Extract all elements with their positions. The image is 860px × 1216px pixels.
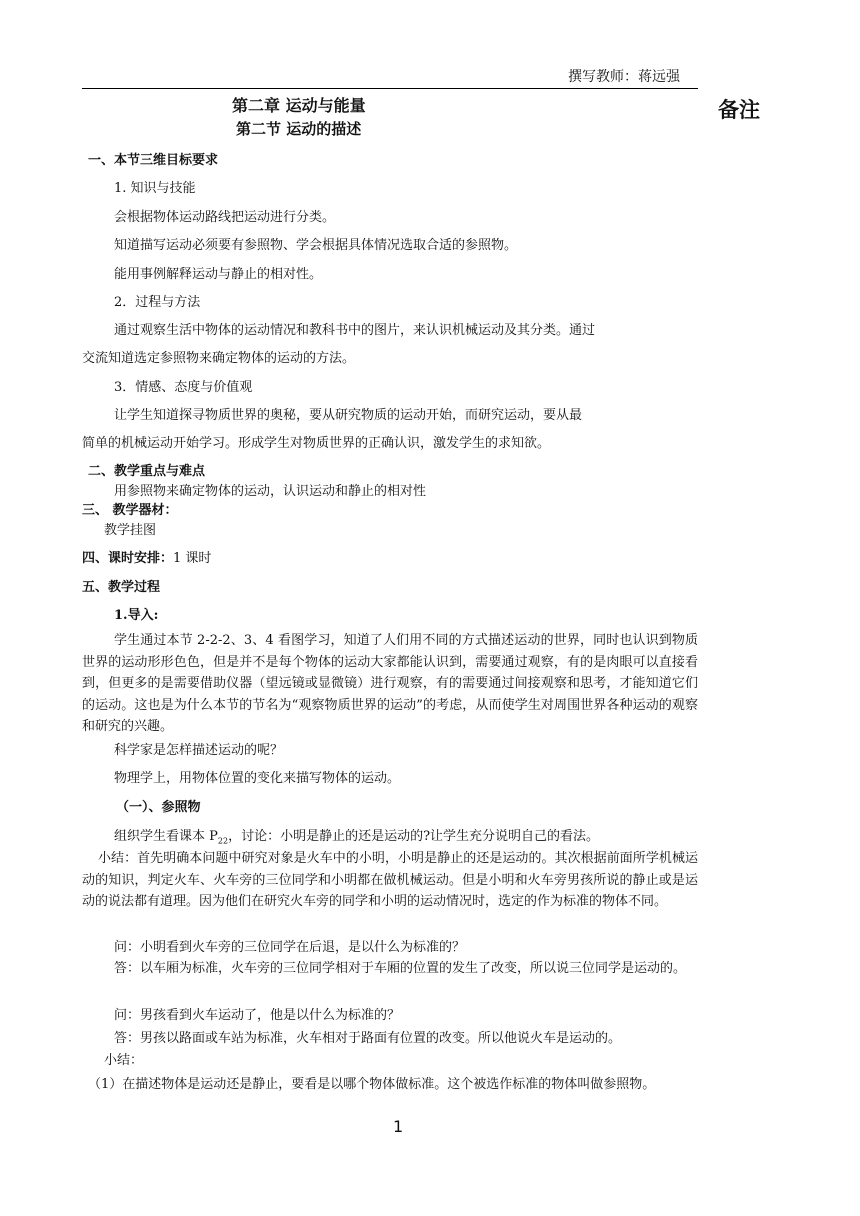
item-2-line-2: 交流知道选定参照物来确定物体的运动的方法。 [82,351,356,366]
item-1-line-c: 能用事例解释运动与静止的相对性。 [114,267,323,282]
item-3-line-1: 让学生知道探寻物质世界的奥秘，要从研究物质的运动开始，而研究运动，要从最 [114,408,583,423]
item-2-title: 2．过程与方法 [114,295,201,310]
section-2-heading: 二、教学重点与难点 [88,464,206,479]
section-1-heading: 一、本节三维目标要求 [88,153,219,168]
conclusion-1: （1）在描述物体是运动还是静止，要看是以哪个物体做标准。这个被选作标准的物体叫做参照物。 [88,1077,656,1092]
section-4-text: 1 课时 [173,551,212,566]
page-subscript: 22 [217,836,229,846]
answer-2: 答：男孩以路面或车站为标准，火车相对于路面有位置的改变。所以他说火车是运动的。 [114,1031,622,1046]
section-5-heading: 五、教学过程 [82,580,161,595]
summary-label: 小结： [104,1053,144,1068]
question-paragraph: 科学家是怎样描述运动的呢？ [114,743,284,758]
section-3-heading: 三、 教学器材： [82,503,178,518]
author-label: 撰写教师：蒋远强 [568,69,680,85]
intro-subheading: 1.导入: [114,608,159,623]
intro-paragraph: 学生通过本节 2-2-2、3、4 看图学习，知道了人们用不同的方式描述运动的世界，同时也认识到物质世界的运动形形色色，但是并不是每个物体的运动大家都能认识到，需要通过观察，有的是肉眼可以直接看到，但更多的是需要借助仪器（望远镜或显微镜）进行观察，有的需要通过间接观察和思考，才能知道它们的运动。这也是为什么本节的节名为“观察物质世界的运动”的考虑，从而使学生对周围世界各种运动的观察和研究的兴趣。 [82,633,698,734]
item-1-title: 1. 知识与技能 [114,181,196,196]
item-1-line-a: 会根据物体运动路线把运动进行分类。 [114,210,336,225]
question-2: 问：男孩看到火车运动了，他是以什么为标准的？ [114,1008,401,1023]
chapter-title: 第二章 运动与能量 [232,96,366,115]
answer-1: 答：以车厢为标准，火车旁的三位同学相对于车厢的位置的发生了改变，所以说三位同学是运动的。 [114,961,687,976]
section-2-text: 用参照物来确定物体的运动，认识运动和静止的相对性 [114,484,427,499]
question-1: 问：小明看到火车旁的三位同学在后退，是以什么为标准的？ [114,940,466,955]
page-number: 1 [393,1117,404,1136]
discussion-text-a: 组织学生看课本 P [114,829,218,844]
header-rule [82,88,698,89]
item-2-line-1: 通过观察生活中物体的运动情况和教科书中的图片，来认识机械运动及其分类。通过 [114,323,596,338]
notes-label: 备注 [718,98,760,122]
section-title: 第二节 运动的描述 [236,120,362,138]
item-1-line-b: 知道描写运动必须要有参照物、学会根据具体情况选取合适的参照物。 [114,238,518,253]
section-3-text: 教学挂图 [104,523,157,538]
section-4-heading: 四、课时安排： [82,551,174,566]
discussion-paragraph [114,825,599,846]
item-3-title: 3．情感、态度与价值观 [114,380,253,395]
item-3-line-2: 简单的机械运动开始学习。形成学生对物质世界的正确认识，激发学生的求知欲。 [82,436,551,451]
summary-paragraph: 小结：首先明确本问题中研究对象是火车中的小明，小明是静止的还是运动的。其次根据前面所学机械运动的知识，判定火车、火车旁的三位同学和小明都在做机械运动。但是小明和火车旁男孩所说的静止或是运动的说法都有道理。因为他们在研究火车旁的同学和小明的运动情况时，选定的作为标准的物体不同。 [82,851,698,909]
section-4-line [82,547,211,566]
discussion-text-b: ，讨论：小明是静止的还是运动的?让学生充分说明自己的看法。 [228,829,600,844]
definition-paragraph: 物理学上，用物体位置的变化来描写物体的运动。 [114,771,401,786]
reference-subheading: （一）、参照物 [116,800,201,815]
